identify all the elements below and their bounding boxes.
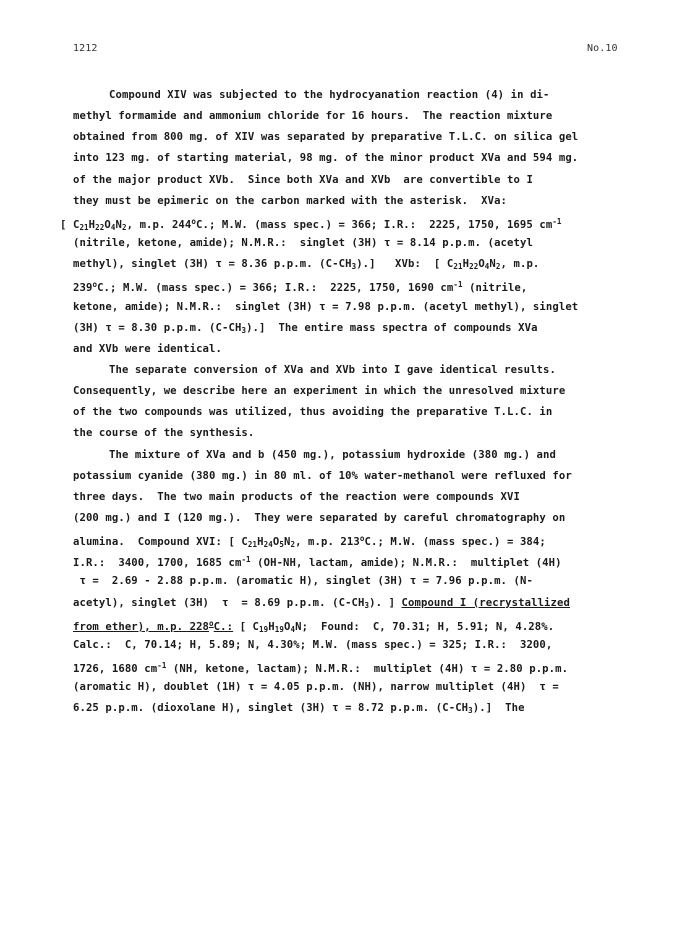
text-segment: C.; M.W. (mass spec.) = 366; I.R.: 2225, 1750, 1690 cm — [97, 282, 454, 295]
text-segment: C.; M.W. (mass spec.) = 366; I.R.: 2225, 1750, 1695 cm — [196, 218, 553, 231]
text-segment: Calc.: C, 70.14; H, 5.89; N, 4.30%; M.W. (mass spec.) = 325; I.R.: 3200, — [73, 638, 553, 651]
text-line — [73, 635, 552, 655]
subscript: 5 — [279, 540, 284, 550]
subscript: 22 — [469, 262, 479, 272]
text-segment: The mixture of XVa and b (450 mg.), potassium hydroxide (380 mg.) and — [109, 448, 556, 461]
text-segment: 239 — [73, 282, 93, 295]
text-line — [73, 275, 527, 295]
subscript: 2 — [495, 262, 501, 272]
text-line — [73, 508, 565, 528]
text-segment: ketone, amide); N.M.R.: singlet (3H) τ = 7.98 p.p.m. (acetyl methyl), singlet — [73, 300, 579, 313]
subscript: 2 — [290, 540, 296, 550]
text-segment: and XVb were identical. — [73, 342, 222, 355]
subscript: 4 — [290, 624, 296, 634]
text-segment: ). ] — [369, 596, 402, 609]
text-segment: , m.p. 244 — [126, 218, 192, 231]
text-line — [73, 106, 552, 126]
text-segment: methyl formamide and ammonium chloride for 16 hours. The reaction mixture — [73, 110, 553, 123]
text-segment: of the major product XVb. Since both XVa and XVb are convertible to I — [73, 173, 533, 186]
subscript: 3 — [351, 262, 357, 272]
text-line — [73, 233, 533, 253]
text-segment: (nitrile, — [462, 282, 528, 295]
superscript: o — [92, 280, 98, 290]
text-segment: N; Found: C, 70.31; H, 5.91; N, 4.28%. — [295, 620, 555, 633]
text-segment: τ = 2.69 - 2.88 p.p.m. (aromatic H), singlet (3H) τ = 7.96 p.p.m. (N- — [73, 575, 533, 588]
text-line — [109, 445, 556, 465]
text-segment: 1726, 1680 cm — [73, 663, 158, 676]
subscript: 19 — [259, 624, 269, 634]
text-line — [73, 550, 562, 570]
subscript: 21 — [79, 222, 89, 232]
text-segment: alumina. Compound XVI: [ C — [73, 536, 248, 549]
subscript: 21 — [247, 540, 258, 550]
text-line — [73, 656, 568, 676]
superscript: -1 — [157, 661, 167, 671]
text-segment: , m.p. 213 — [295, 536, 360, 549]
issue-number: No.10 — [587, 43, 618, 54]
text-segment: (200 mg.) and I (120 mg.). They were separated by careful chromatography on — [73, 512, 566, 524]
text-segment: (NH, ketone, lactam); N.M.R.: multiplet (4H) τ = 2.80 p.p.m. — [166, 663, 569, 676]
text-line — [73, 529, 546, 549]
text-segment: the course of the synthesis. — [73, 427, 255, 440]
text-segment: ).] The — [472, 702, 525, 715]
text-segment: , m.p. — [500, 258, 540, 271]
text-segment: H — [257, 536, 264, 549]
text-segment: [ C — [60, 218, 80, 231]
text-line — [109, 85, 550, 105]
subscript: 3 — [468, 706, 473, 716]
text-segment: 6.25 p.p.m. (dioxolane H), singlet (3H) τ = 8.72 p.p.m. (C-CH — [73, 702, 469, 715]
text-segment: O — [283, 620, 291, 633]
text-line — [73, 698, 525, 718]
subscript: 24 — [263, 540, 273, 550]
text-line — [73, 127, 578, 147]
text-segment: ).] The entire mass spectra of compounds XVa — [246, 321, 538, 334]
text-line — [73, 677, 559, 697]
text-segment: I.R.: 3400, 1700, 1685 cm — [73, 557, 242, 570]
text-line — [109, 360, 556, 380]
text-segment: into 123 mg. of starting material, 98 mg. of the minor product XVa and 594 mg. — [73, 152, 579, 165]
text-segment: [ C — [233, 620, 260, 633]
text-segment: N — [115, 218, 122, 231]
text-line — [73, 466, 572, 486]
subscript: 21 — [453, 262, 463, 272]
subscript: 22 — [95, 222, 105, 232]
subscript: 3 — [241, 325, 247, 335]
subscript: 4 — [110, 222, 116, 232]
text-line — [60, 212, 562, 232]
text-segment: H — [88, 218, 96, 231]
superscript: -1 — [241, 555, 251, 565]
text-line — [73, 614, 554, 634]
text-line — [73, 339, 222, 359]
text-line — [73, 593, 570, 613]
text-segment: O — [272, 536, 280, 549]
text-segment: H — [268, 620, 275, 633]
text-segment: methyl), singlet (3H) τ = 8.36 p.p.m. (C-CH — [73, 258, 352, 271]
text-line — [73, 487, 520, 507]
subscript: 3 — [364, 600, 370, 610]
text-line — [73, 423, 254, 443]
text-segment: of the two compounds was utilized, thus avoiding the preparative T.L.C. in — [73, 406, 553, 419]
text-segment: Compound I (recrystallized — [401, 596, 570, 609]
text-segment: (nitrile, ketone, amide); N.M.R.: singlet (3H) τ = 8.14 p.p.m. (acetyl — [73, 237, 533, 250]
text-segment: The separate conversion of XVa and XVb into I gave identical results. — [109, 363, 556, 376]
superscript: o — [209, 618, 214, 628]
text-segment: (aromatic H), doublet (1H) τ = 4.05 p.p.m. (NH), narrow multiplet (4H) τ = — [73, 681, 559, 694]
text-line — [73, 571, 533, 591]
text-segment: Consequently, we describe here an experiment in which the unresolved mixture — [73, 385, 566, 398]
text-segment: N — [283, 536, 291, 549]
text-segment: C.; M.W. (mass spec.) = 384; — [364, 536, 546, 549]
text-line — [73, 318, 538, 338]
subscript: 19 — [274, 624, 284, 634]
text-line — [73, 191, 507, 211]
text-segment: O — [104, 218, 111, 231]
superscript: -1 — [552, 216, 562, 226]
text-line — [73, 402, 552, 422]
text-line — [73, 297, 578, 317]
text-segment: acetyl), singlet (3H) τ = 8.69 p.p.m. (C-CH — [73, 596, 365, 609]
text-segment: (OH-NH, lactam, amide); N.M.R.: multiplet (4H) — [250, 557, 562, 570]
text-segment: Compound XIV was subjected to the hydrocyanation reaction (4) in di- — [109, 89, 550, 101]
text-line — [73, 254, 539, 274]
text-segment: from ether), m.p. 228 — [73, 620, 210, 633]
text-segment: N — [489, 258, 496, 271]
subscript: 4 — [484, 262, 490, 272]
text-segment: (3H) τ = 8.30 p.p.m. (C-CH — [73, 321, 242, 334]
text-line — [73, 381, 565, 401]
text-segment: obtained from 800 mg. of XIV was separated by preparative T.L.C. on silica gel — [73, 131, 579, 144]
subscript: 2 — [121, 222, 127, 232]
superscript: o — [359, 534, 365, 544]
text-line — [73, 148, 578, 168]
text-segment: they must be epimeric on the carbon marked with the asterisk. XVa: — [73, 194, 508, 207]
text-segment: ).] XVb: [ C — [356, 258, 454, 271]
text-segment: C.: — [213, 620, 234, 633]
page-number: 1212 — [73, 43, 98, 54]
text-segment: three days. The two main products of the reaction were compounds XVI — [73, 490, 520, 503]
superscript: o — [191, 216, 197, 226]
text-segment: potassium cyanide (380 mg.) in 80 ml. of 10% water-methanol were refluxed for — [73, 469, 572, 482]
text-segment: H — [462, 258, 470, 271]
text-segment: O — [478, 258, 485, 271]
text-line — [73, 170, 533, 190]
superscript: -1 — [453, 280, 463, 290]
